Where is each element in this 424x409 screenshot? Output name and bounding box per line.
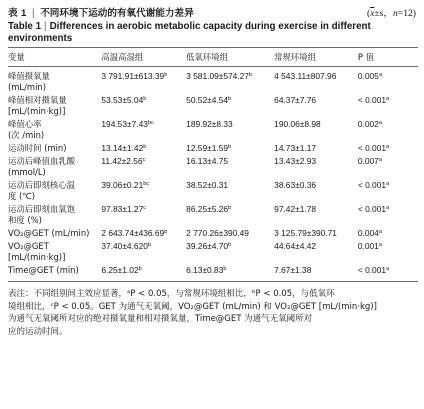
normal-cell (274, 265, 358, 281)
value: < 0.001 (357, 265, 387, 275)
table-row (8, 228, 418, 241)
variable-label: 运动后即刻血氧饱 (8, 204, 75, 214)
normal-cell (274, 95, 358, 119)
hypoxic-cell (186, 143, 274, 156)
significance-marker: bc (143, 181, 150, 187)
significance-marker: a (378, 120, 382, 126)
variable-cell (8, 204, 101, 228)
significance-marker: a (386, 96, 390, 102)
value: 97.83±1.27 (101, 204, 144, 214)
significance-marker: b (228, 144, 232, 150)
value: 86.25±5.26 (186, 204, 229, 214)
variable-label: (mmol/L) (8, 167, 46, 177)
stat-open: ( (366, 8, 371, 19)
significance-marker: b (228, 205, 232, 211)
significance-marker: a (386, 205, 390, 211)
value: 16.13±4.75 (186, 156, 229, 166)
value: 11.42±2.56 (101, 156, 143, 166)
stat-mean-symbol: $\overline{x}$ (370, 8, 375, 19)
variable-label: [mL/(min·kg)] (8, 252, 66, 262)
variable-label: 峰值摄氧量 (8, 71, 50, 81)
significance-marker: b (138, 266, 142, 272)
variable-label: 运动后即刻核心温 (8, 180, 75, 190)
significance-marker: b (143, 96, 147, 102)
value: 3 581.09±574.27 (186, 71, 249, 81)
value: < 0.001 (357, 180, 387, 190)
value: 0.002 (357, 119, 379, 129)
p-value-cell (358, 156, 418, 180)
note-line: 应的运动时间。 (8, 326, 68, 337)
variable-label: 运动后峰值血乳酸 (8, 156, 75, 166)
value: 2 643.74±436.69 (101, 228, 165, 238)
stat-n-value: =12) (397, 8, 416, 19)
significance-marker: b (147, 242, 152, 248)
variable-cell (8, 95, 101, 119)
caption-separator: | (31, 8, 35, 19)
value: 38.63±0.36 (274, 180, 317, 190)
significance-marker: a (386, 144, 390, 150)
header-normal: 常规环境组 (274, 52, 317, 62)
table-row (8, 241, 418, 265)
value: 0.007 (357, 156, 379, 166)
stat-n-symbol: n (393, 8, 398, 19)
value: 39.06±0.21 (101, 180, 144, 190)
value: 2 770.26±390.49 (186, 228, 249, 238)
value: 6.13±0.83 (186, 265, 224, 275)
table-row (8, 67, 418, 95)
hot-humid-cell (101, 180, 186, 204)
p-value-cell (358, 265, 418, 281)
caption-cn-row (8, 5, 418, 20)
table-notes (8, 288, 418, 338)
caption-number: 1 (20, 8, 27, 19)
value: < 0.001 (357, 204, 387, 214)
value: 53.53±5.04 (101, 95, 144, 105)
note-line: 为通气无氧阈所对应的绝对摄氧量和相对摄氧量，Time@GET 为通气无氧阈所对 (8, 314, 313, 325)
variable-cell (8, 228, 101, 241)
significance-marker: a (378, 157, 382, 163)
value: < 0.001 (357, 95, 387, 105)
caption-cn (8, 5, 194, 19)
variable-label: (mL/min) (8, 82, 46, 92)
variable-cell (8, 143, 101, 156)
results-table-body (8, 67, 418, 281)
caption-en (8, 21, 418, 44)
variable-label: 运动时间 (min) (8, 143, 67, 153)
caption-separator-en: | (44, 21, 47, 32)
table-row (8, 265, 418, 281)
table-row (8, 204, 418, 228)
caption-label-en: Table 1 (8, 21, 42, 32)
hypoxic-cell (186, 180, 274, 204)
significance-marker: a (386, 181, 390, 187)
value: 12.59±1.59 (186, 143, 229, 153)
note-line: 境组相比，ᶜP < 0.05。GET 为通气无氧阈，VO₂@GET (mL/min) 和 VO₂@GET [mL/(min·kg)] (8, 301, 377, 312)
p-value-cell (358, 241, 418, 265)
p-value-cell (358, 228, 418, 241)
p-value-cell (358, 119, 418, 143)
value: 3 791.91±613.39 (101, 71, 165, 81)
value: 0.005 (357, 71, 379, 81)
normal-cell (274, 228, 358, 241)
value: 64.37±7.76 (274, 95, 317, 105)
hypoxic-cell (186, 156, 274, 180)
variable-cell (8, 241, 101, 265)
table-row (8, 95, 418, 119)
variable-label: [mL/(min·kg)] (8, 106, 66, 116)
header-p-value: P 值 (357, 52, 374, 62)
caption-label-cn: 表 (8, 8, 18, 19)
normal-cell (274, 180, 358, 204)
hypoxic-cell (186, 95, 274, 119)
hot-humid-cell (101, 143, 186, 156)
value: 4 543.11±807.96 (274, 71, 337, 81)
significance-marker: a (386, 266, 390, 272)
header-hot-humid: 高温高湿组 (101, 52, 144, 62)
significance-marker: b (228, 96, 232, 102)
variable-label: VO₂@GET (mL/min) (8, 228, 90, 238)
value: 38.52±0.31 (186, 180, 229, 190)
variable-cell (8, 180, 101, 204)
hot-humid-cell (101, 204, 186, 228)
value: 13.14±1.42 (101, 143, 144, 153)
hot-humid-cell (101, 241, 186, 265)
value: 97.42±1.78 (274, 204, 317, 214)
significance-marker: b (143, 144, 147, 150)
significance-marker: a (378, 72, 382, 78)
header-variable: 变量 (8, 52, 25, 62)
value: 6.25±1.02 (101, 265, 139, 275)
hot-humid-cell (101, 228, 186, 241)
variable-label: 和度 (%) (8, 215, 42, 225)
table-header-row (8, 48, 418, 66)
caption-title-en: Differences in aerobic metabolic capacity during exercise in different environments (8, 21, 371, 44)
hypoxic-cell (186, 119, 274, 143)
value: < 0.001 (357, 143, 387, 153)
hypoxic-cell (186, 228, 274, 241)
caption-statistic (367, 5, 416, 19)
variable-cell (8, 265, 101, 281)
value: 39.26±4.70 (186, 241, 229, 251)
significance-marker: c (143, 205, 147, 211)
significance-marker: a (378, 229, 382, 235)
stat-sd: ±s， (374, 8, 393, 19)
normal-cell (274, 204, 358, 228)
significance-marker: a (378, 242, 382, 248)
value: 50.52±4.54 (186, 95, 229, 105)
caption-title-cn: 不同环境下运动的有氧代谢能力差异 (40, 8, 194, 19)
variable-label: (次 /min) (8, 130, 45, 140)
variable-label: 峰值心率 (8, 119, 42, 129)
header-hypoxic: 低氧环境组 (186, 52, 229, 62)
table-bottom-rule (8, 281, 418, 282)
note-line: 表注：不同组别间主效应显著，ᵃP < 0.05，与常规环境组相比，ᵇP < 0.05，与低氧环 (8, 289, 335, 299)
hot-humid-cell (101, 119, 186, 143)
value: 44.64±4.42 (274, 241, 317, 251)
hypoxic-cell (186, 67, 274, 95)
value: 194.53±7.43 (101, 119, 148, 129)
results-table (8, 48, 418, 66)
p-value-cell (358, 67, 418, 95)
p-value-cell (358, 143, 418, 156)
normal-cell (274, 119, 358, 143)
value: 3 125.79±390.71 (274, 228, 337, 238)
normal-cell (274, 143, 358, 156)
variable-label: 峰值相对摄氧量 (8, 95, 67, 105)
p-value-cell (358, 204, 418, 228)
normal-cell (274, 67, 358, 95)
value: 189.92±8.33 (186, 119, 233, 129)
significance-marker: b (228, 242, 232, 248)
p-value-cell (358, 180, 418, 204)
significance-marker: bc (147, 120, 154, 126)
hot-humid-cell (101, 156, 186, 180)
variable-cell (8, 119, 101, 143)
significance-marker: b (223, 266, 227, 272)
table-row (8, 119, 418, 143)
variable-cell (8, 67, 101, 95)
value: 190.06±8.98 (274, 119, 321, 129)
hot-humid-cell (101, 265, 186, 281)
value: 37.40±4.620 (101, 241, 148, 251)
hypoxic-cell (186, 204, 274, 228)
value: 14.73±1.17 (274, 143, 317, 153)
significance-marker: c (142, 157, 146, 163)
significance-marker: b (164, 229, 168, 235)
significance-marker: b (164, 72, 168, 78)
normal-cell (274, 156, 358, 180)
hot-humid-cell (101, 67, 186, 95)
variable-cell (8, 156, 101, 180)
significance-marker: b (248, 72, 253, 78)
value: 13.43±2.93 (274, 156, 317, 166)
table-row (8, 156, 418, 180)
hypoxic-cell (186, 265, 274, 281)
hot-humid-cell (101, 95, 186, 119)
variable-label: VO₂@GET (8, 241, 49, 251)
table-row (8, 180, 418, 204)
p-value-cell (358, 95, 418, 119)
variable-label: Time@GET (min) (8, 265, 79, 275)
table-row (8, 143, 418, 156)
value: 0.004 (357, 228, 379, 238)
value: 7.67±1.38 (274, 265, 312, 275)
variable-label: 度 (℃) (8, 191, 35, 201)
table-figure (8, 5, 418, 338)
normal-cell (274, 241, 358, 265)
value: 0.001 (357, 241, 379, 251)
hypoxic-cell (186, 241, 274, 265)
